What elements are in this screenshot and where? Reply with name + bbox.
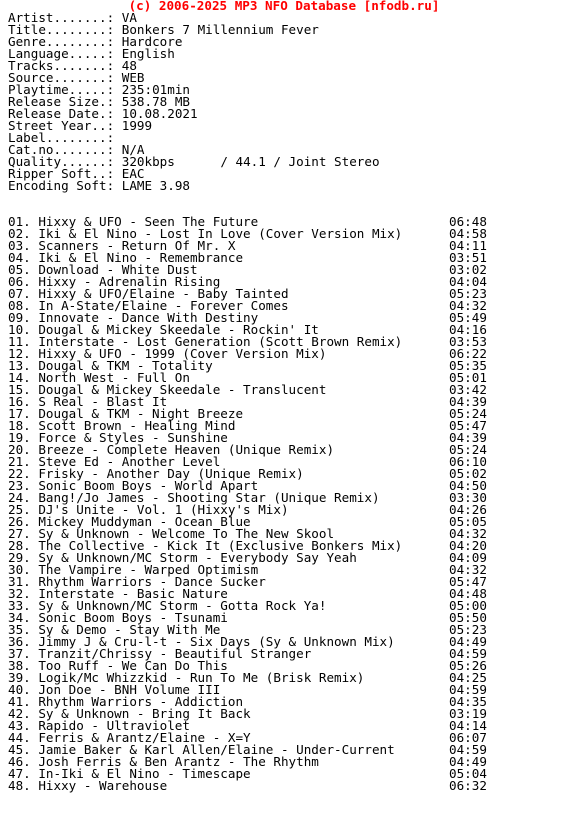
track-time: 04:59 [449, 682, 487, 697]
track-time: 04:04 [449, 274, 487, 289]
track-time: 06:22 [449, 346, 487, 361]
track-title: 31. Rhythm Warriors - Dance Sucker [8, 574, 266, 589]
track-time: 04:58 [449, 226, 487, 241]
track-title: 12. Hixxy & UFO - 1999 (Cover Version Mix) [8, 346, 327, 361]
track-title: 02. Iki & El Nino - Lost In Love (Cover Version Mix) [8, 226, 403, 241]
info-label: Playtime.....: [8, 82, 115, 97]
track-title: 13. Dougal & TKM - Totality [8, 358, 213, 373]
info-label: Tracks.......: [8, 58, 115, 73]
track-title: 35. Sy & Demo - Stay With Me [8, 622, 221, 637]
info-label: Cat.no.......: [8, 142, 115, 157]
info-label: Artist.......: [8, 10, 115, 25]
track-title: 16. S Real - Blast It [8, 394, 168, 409]
info-value: 320kbps / 44.1 / Joint Stereo [121, 154, 380, 169]
track-time: 04:32 [449, 562, 487, 577]
track-title: 28. The Collective - Kick It (Exclusive Bonkers Mix) [8, 538, 403, 553]
track-time: 04:20 [449, 538, 487, 553]
track-time: 05:24 [449, 442, 487, 457]
track-title: 44. Ferris & Arantz/Elaine - X=Y [8, 730, 251, 745]
track-time: 05:35 [449, 358, 487, 373]
track-time: 06:48 [449, 214, 487, 229]
track-title: 03. Scanners - Return Of Mr. X [8, 238, 236, 253]
track-title: 38. Too Ruff - We Can Do This [8, 658, 228, 673]
track-title: 10. Dougal & Mickey Skeedale - Rockin' It [8, 322, 319, 337]
track-title: 23. Sonic Boom Boys - World Apart [8, 478, 259, 493]
track-time: 03:19 [449, 706, 487, 721]
track-title: 07. Hixxy & UFO/Elaine - Baby Tainted [8, 286, 289, 301]
info-value: 10.08.2021 [121, 106, 198, 121]
track-title: 06. Hixxy - Adrenalin Rising [8, 274, 221, 289]
track-time: 04:59 [449, 742, 487, 757]
info-value: LAME 3.98 [121, 178, 190, 193]
track-time: 04:11 [449, 238, 487, 253]
track-time: 04:09 [449, 550, 487, 565]
track-time: 04:35 [449, 694, 487, 709]
track-time: 03:30 [449, 490, 487, 505]
track-time: 04:48 [449, 586, 487, 601]
track-title: 34. Sonic Boom Boys - Tsunami [8, 610, 228, 625]
track-title: 46. Josh Ferris & Ben Arantz - The Rhythm [8, 754, 319, 769]
track-list [8, 216, 560, 792]
info-label: Language.....: [8, 46, 115, 61]
info-label: Encoding Soft: [8, 178, 115, 193]
track-title: 37. Tranzit/Chrissy - Beautiful Stranger [8, 646, 312, 661]
track-time: 05:47 [449, 574, 487, 589]
track-title: 48. Hixxy - Warehouse [8, 778, 168, 793]
info-value: 538.78 MB [121, 94, 190, 109]
track-time: 05:02 [449, 466, 487, 481]
track-time: 04:16 [449, 322, 487, 337]
track-title: 43. Rapido - Ultraviolet [8, 718, 190, 733]
info-value: 235:01min [121, 82, 190, 97]
track-title: 01. Hixxy & UFO - Seen The Future [8, 214, 259, 229]
track-time: 05:04 [449, 766, 487, 781]
track-time: 04:14 [449, 718, 487, 733]
track-title: 05. Download - White Dust [8, 262, 198, 277]
site-header: (c) 2006-2025 MP3 NFO Database [nfodb.ru] [128, 0, 440, 13]
track-time: 05:47 [449, 418, 487, 433]
track-time: 04:59 [449, 646, 487, 661]
info-value: Bonkers 7 Millennium Fever [121, 22, 319, 37]
track-time: 03:53 [449, 334, 487, 349]
track-time: 04:25 [449, 670, 487, 685]
track-title: 19. Force & Styles - Sunshine [8, 430, 228, 445]
track-time: 05:23 [449, 622, 487, 637]
info-label: Label........: [8, 130, 115, 145]
track-time: 06:10 [449, 454, 487, 469]
track-time: 05:05 [449, 514, 487, 529]
info-value: VA [121, 10, 137, 25]
info-label: Quality......: [8, 154, 115, 169]
track-title: 15. Dougal & Mickey Skeedale - Translucent [8, 382, 327, 397]
info-value: English [121, 46, 175, 61]
track-title: 21. Steve Ed - Another Level [8, 454, 221, 469]
info-label: Source.......: [8, 70, 115, 85]
track-title: 24. Bang!/Jo James - Shooting Star (Unique Remix) [8, 490, 380, 505]
track-title: 26. Mickey Muddyman - Ocean Blue [8, 514, 251, 529]
track-time: 05:24 [449, 406, 487, 421]
track-time: 04:32 [449, 526, 487, 541]
track-title: 47. In-Iki & El Nino - Timescape [8, 766, 251, 781]
track-time: 04:50 [449, 478, 487, 493]
track-title: 40. Jon Doe - BNH Volume III [8, 682, 221, 697]
info-value: Hardcore [121, 34, 183, 49]
info-label: Genre........: [8, 34, 115, 49]
info-row [8, 180, 560, 192]
track-title: 25. DJ's Unite - Vol. 1 (Hixxy's Mix) [8, 502, 289, 517]
info-label: Release Date.: [8, 106, 115, 121]
track-title: 09. Innovate - Dance With Destiny [8, 310, 259, 325]
track-time: 04:49 [449, 634, 487, 649]
track-title: 20. Breeze - Complete Heaven (Unique Remix) [8, 442, 335, 457]
track-time: 05:00 [449, 598, 487, 613]
track-time: 05:50 [449, 610, 487, 625]
info-label: Release Size.: [8, 94, 115, 109]
track-time: 06:32 [449, 778, 487, 793]
info-label: Title........: [8, 22, 115, 37]
track-time: 04:39 [449, 430, 487, 445]
track-title: 08. In A-State/Elaine - Forever Comes [8, 298, 289, 313]
track-title: 22. Frisky - Another Day (Unique Remix) [8, 466, 304, 481]
track-time: 06:07 [449, 730, 487, 745]
info-value: 48 [121, 58, 137, 73]
track-time: 05:01 [449, 370, 487, 385]
info-value: 1999 [121, 118, 153, 133]
release-info [8, 12, 560, 192]
track-time: 04:32 [449, 298, 487, 313]
track-title: 29. Sy & Unknown/MC Storm - Everybody Say Yeah [8, 550, 357, 565]
info-label: Ripper Soft..: [8, 166, 115, 181]
track-title: 11. Interstate - Lost Generation (Scott Brown Remix) [8, 334, 403, 349]
track-title: 30. The Vampire - Warped Optimism [8, 562, 259, 577]
track-title: 36. Jimmy J & Cru-l-t - Six Days (Sy & Unknown Mix) [8, 634, 395, 649]
track-title: 45. Jamie Baker & Karl Allen/Elaine - Under-Current [8, 742, 395, 757]
info-label: Street Year..: [8, 118, 115, 133]
track-title: 27. Sy & Unknown - Welcome To The New Skool [8, 526, 335, 541]
track-title: 18. Scott Brown - Healing Mind [8, 418, 236, 433]
track-time: 05:23 [449, 286, 487, 301]
track-time: 03:42 [449, 382, 487, 397]
track-time: 05:26 [449, 658, 487, 673]
track-time: 03:02 [449, 262, 487, 277]
track-title: 39. Logik/Mc Whizzkid - Run To Me (Brisk Remix) [8, 670, 365, 685]
track-row [8, 780, 560, 792]
track-time: 05:49 [449, 310, 487, 325]
track-time: 03:51 [449, 250, 487, 265]
track-title: 14. North West - Full On [8, 370, 190, 385]
track-time: 04:39 [449, 394, 487, 409]
track-time: 04:26 [449, 502, 487, 517]
info-value: WEB [121, 70, 145, 85]
track-title: 17. Dougal & TKM - Night Breeze [8, 406, 244, 421]
track-title: 42. Sy & Unknown - Bring It Back [8, 706, 251, 721]
track-title: 41. Rhythm Warriors - Addiction [8, 694, 244, 709]
track-title: 33. Sy & Unknown/MC Storm - Gotta Rock Ya! [8, 598, 327, 613]
track-title: 04. Iki & El Nino - Remembrance [8, 250, 244, 265]
track-time: 04:49 [449, 754, 487, 769]
track-title: 32. Interstate - Basic Nature [8, 586, 228, 601]
info-value: N/A [121, 142, 145, 157]
info-value: EAC [121, 166, 145, 181]
